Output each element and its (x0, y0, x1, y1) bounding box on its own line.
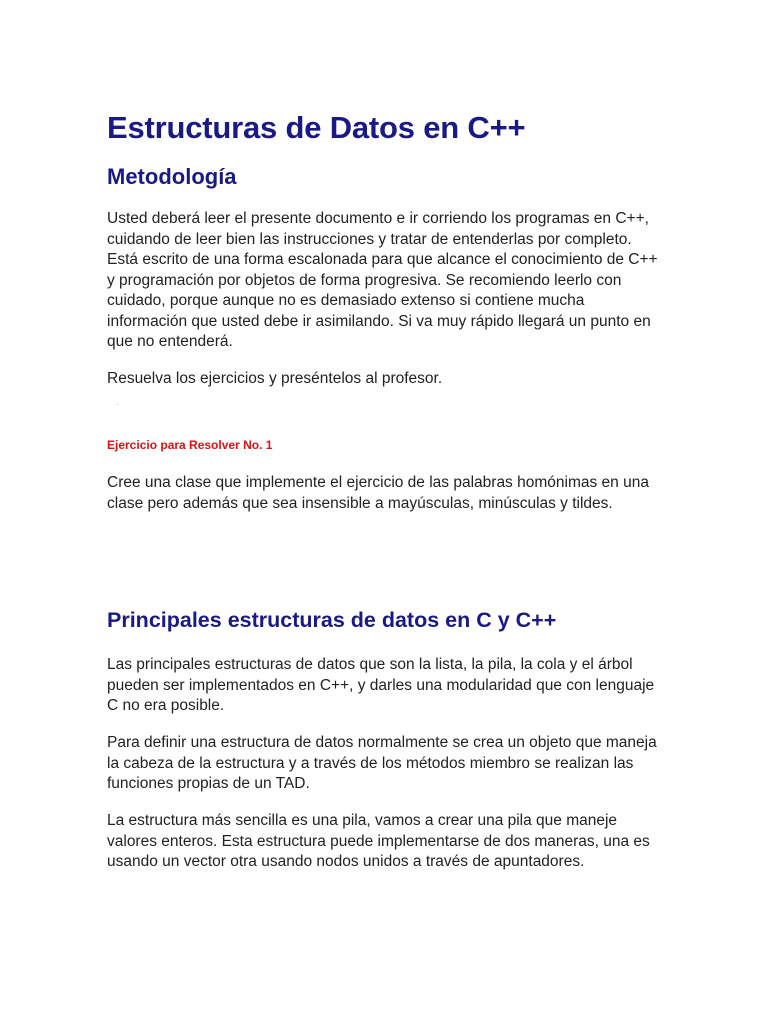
paragraph-metodologia-intro: Usted deberá leer el presente documento e ir corriendo los programas en C++, cuidando de leer bien las instrucciones y tratar de entenderlas por completo. Está escrito de una forma escalonada para que alcance el conocimiento de C++ y programación por objetos de forma progresiva. Se recomiendo leerlo con cuidado, porque aunque no es demasiado extenso si contiene mucha información que usted debe ir asimilando. Si va muy rápido llegará un punto en que no entenderá. (107, 210, 658, 350)
exercise-label: Ejercicio para Resolver No. 1 (107, 438, 273, 452)
paragraph-exercise: Cree una clase que implemente el ejercicio de las palabras homónimas en una clase pero además que sea insensible a mayúsculas, minúsculas y tildes. (107, 474, 649, 512)
paragraph-estructuras-2: Para definir una estructura de datos normalmente se crea un objeto que maneja la cabeza de la estructura y a través de los métodos miembro se realizan las funciones propias de un TAD. (107, 734, 657, 792)
section-heading-metodologia: Metodología (107, 164, 237, 189)
section-heading-estructuras: Principales estructuras de datos en C y C++ (107, 608, 557, 632)
paragraph-estructuras-1: Las principales estructuras de datos que son la lista, la pila, la cola y el árbol pueden ser implementados en C++, y darles una modularidad que con lenguaje C no era posible. (107, 656, 655, 714)
paragraph-estructuras-3: La estructura más sencilla es una pila, vamos a crear una pila que maneje valores enteros. Esta estructura puede implementarse de dos maneras, una es usando un vector otra usando nodos unidos a través de apuntadores. (107, 812, 650, 870)
document-title: Estructuras de Datos en C++ (107, 110, 526, 145)
paragraph-resuelva: Resuelva los ejercicios y preséntelos al profesor. (107, 370, 443, 387)
stray-dot (117, 404, 118, 405)
